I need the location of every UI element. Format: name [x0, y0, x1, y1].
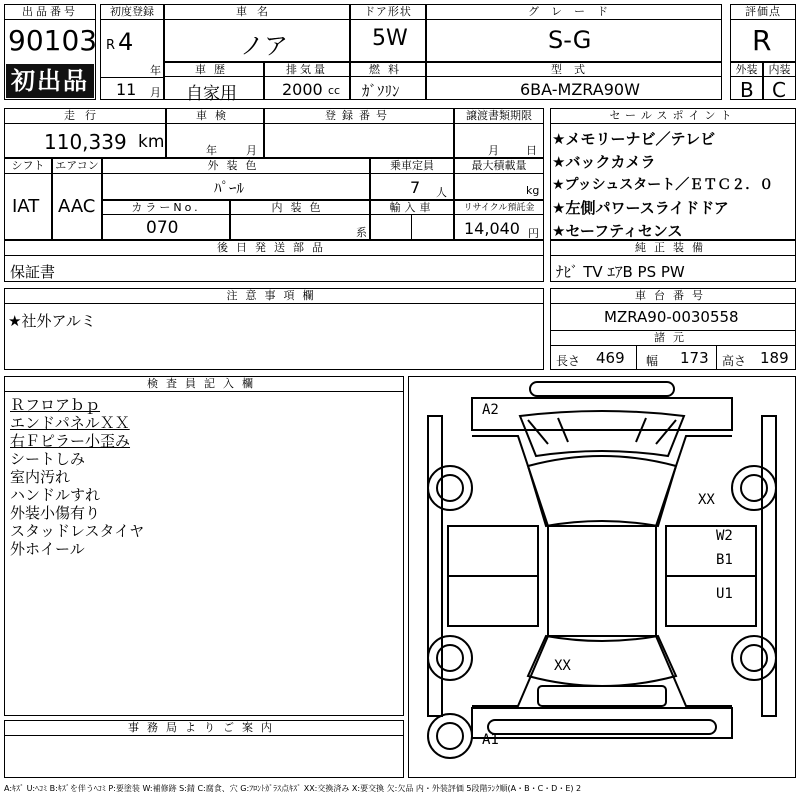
inspector-label: 検査員記入欄	[4, 376, 404, 392]
displacement-label: 排気量	[264, 62, 350, 77]
fuel: ｶﾞｿﾘﾝ	[362, 82, 400, 100]
width: 173	[680, 349, 709, 367]
mark-b1: B1	[716, 552, 733, 568]
left-side	[472, 436, 548, 706]
ext-color: ﾊﾟｰﾙ	[214, 179, 245, 197]
inspection-month-unit: 月	[246, 144, 257, 157]
dims-label: 諸元	[550, 330, 796, 346]
ext-grade-label: 外装	[730, 62, 763, 77]
notes-label: 注意事項欄	[4, 288, 544, 304]
history: 自家用	[186, 84, 237, 104]
rear-window	[528, 636, 676, 686]
notes: ★社外アルミ	[8, 312, 96, 330]
wheel-rear-right	[732, 636, 776, 680]
inspector-notes	[10, 396, 144, 558]
payload-unit: kg	[526, 184, 540, 197]
displacement: 2000	[282, 80, 323, 99]
shift: IAT	[12, 196, 40, 217]
mileage-label: 走行	[4, 108, 166, 124]
sales-point: ★左側パワースライドドア	[552, 199, 729, 217]
mark-xx-right: XX	[698, 492, 715, 508]
year-unit: 年	[150, 64, 161, 77]
transfer-label: 譲渡書類期限	[454, 108, 544, 124]
inspection-label: 車検	[166, 108, 264, 124]
model: 6BA-MZRA90W	[520, 80, 640, 99]
grade-label: グレード	[426, 4, 722, 20]
int-color-label: 内装色	[230, 200, 370, 215]
later-parts-label: 後日発送部品	[4, 240, 544, 256]
length-label: 長さ	[556, 354, 581, 368]
mark-a2: A2	[482, 402, 499, 418]
right-outer-panel	[762, 416, 776, 716]
mark-w2: W2	[716, 528, 733, 544]
inspector-line: 室内汚れ	[10, 468, 71, 486]
inspector-line: シートしみ	[10, 450, 86, 468]
sales-point: ★バックカメラ	[552, 153, 656, 171]
chassis-label: 車台番号	[550, 288, 796, 304]
aircon: AAC	[58, 196, 96, 217]
aircon-label: エアコン	[52, 158, 102, 174]
later-parts: 保証書	[10, 263, 56, 281]
capacity: 7	[410, 178, 421, 197]
inspector-line: スタッドレスタイヤ	[10, 522, 145, 540]
right-side	[656, 436, 732, 706]
color-no: 070	[146, 218, 179, 238]
first-listing-badge: 初出品	[6, 64, 94, 98]
reg-month: 11	[116, 80, 137, 99]
plate-label: 登録番号	[264, 108, 454, 124]
front-panel	[472, 398, 732, 430]
inspector-line: エンドパネルＸＸ	[10, 414, 130, 432]
transfer-day-unit: 日	[526, 144, 537, 157]
capacity-label: 乗車定員	[370, 158, 454, 174]
ext-color-label: 外装色	[102, 158, 370, 174]
inspector-line: 右Ｆピラー小歪み	[10, 432, 131, 450]
width-label: 幅	[646, 354, 659, 368]
car-diagram	[408, 376, 796, 778]
inspector-line: 外装小傷有り	[10, 504, 101, 522]
mark-u1: U1	[716, 586, 733, 602]
inspector-line: 外ホイール	[10, 540, 85, 558]
rear-bumper	[488, 720, 716, 734]
legend: A:ｷｽﾞ U:ﾍｺﾐ B:ｷｽﾞを伴うﾍｺﾐ P:要塗装 W:補修跡 S:錆 C:腐食、穴 G:ﾌﾛﾝﾄｶﾞﾗｽ点ｷｽﾞ XX:交換済み X:要交換 欠:欠品 内・外装評価 5段階ﾗﾝｸ順(A・B・C・D・E) 2	[4, 784, 582, 793]
reg-year: 4	[118, 28, 134, 56]
wheel-front-left	[428, 466, 472, 510]
lot-number-label: 出品番号	[4, 4, 96, 20]
equipment-label: 純正装備	[550, 240, 796, 256]
int-grade: C	[772, 78, 786, 102]
fuel-label: 燃料	[350, 62, 426, 77]
import-divider	[411, 215, 412, 240]
roof	[548, 526, 656, 636]
ext-grade: B	[740, 78, 754, 102]
windshield	[528, 456, 676, 526]
displacement-unit: cc	[328, 84, 341, 97]
inspection-year-unit: 年	[206, 144, 217, 157]
payload-label: 最大積載量	[454, 158, 544, 174]
divider	[100, 77, 164, 78]
mileage-unit: km	[138, 132, 165, 152]
equipment: ﾅﾋﾞ TV ｴｱB PS PW	[556, 263, 685, 281]
mark-a1: A1	[482, 732, 499, 748]
height: 189	[760, 349, 789, 367]
int-grade-label: 内装	[763, 62, 796, 77]
spare-wheel	[428, 714, 472, 758]
import-label: 輸入車	[370, 200, 454, 215]
dims-divider	[716, 346, 717, 370]
mark-xx-rear: XX	[554, 658, 571, 674]
history-label: 車歴	[164, 62, 264, 77]
dims-divider	[636, 346, 637, 370]
wheel-front-right	[732, 466, 776, 510]
capacity-unit: 人	[436, 186, 447, 199]
left-outer-panel	[428, 416, 442, 716]
inspector-line: Ｒフロアｂｐ	[10, 396, 101, 414]
month-unit: 月	[150, 86, 161, 99]
door-label: ドア形状	[350, 4, 426, 20]
office-label: 事務局よりご案内	[4, 720, 404, 736]
sales-point: ★プッシュスタート／ＥＴＣ２．０	[552, 177, 774, 193]
height-label: 高さ	[722, 354, 747, 368]
wheel-rear-left	[428, 636, 472, 680]
hood	[520, 411, 684, 456]
door-shape: 5W	[372, 26, 408, 51]
sales-point: ★セーフティセンス	[552, 222, 683, 240]
lot-number: 90103	[8, 24, 98, 57]
score: R	[752, 24, 772, 57]
registration-label: 初度登録	[100, 4, 164, 20]
score-label: 評価点	[730, 4, 796, 20]
sales-points-label: セールスポイント	[550, 108, 796, 124]
car-name: ノア	[240, 32, 288, 60]
inspector-line: ハンドルすれ	[10, 486, 101, 504]
color-no-label: カラーNo.	[102, 200, 230, 215]
era: R	[106, 38, 116, 53]
sales-point: ★メモリーナビ／テレビ	[552, 130, 716, 148]
recycle-unit: 円	[528, 227, 539, 240]
front-bumper-outline	[530, 382, 674, 396]
length: 469	[596, 349, 625, 367]
rear-gate	[538, 686, 666, 706]
car-name-label: 車名	[164, 4, 350, 20]
recycle-amount: 14,040	[464, 219, 520, 238]
int-color-suffix: 系	[356, 226, 367, 239]
transfer-month-unit: 月	[488, 144, 499, 157]
mileage: 110,339	[44, 130, 127, 154]
recycle-label: リサイクル預託金	[454, 200, 544, 215]
grade: S-G	[548, 26, 592, 54]
shift-label: シフト	[4, 158, 52, 174]
model-label: 型式	[426, 62, 722, 77]
chassis-number: MZRA90-0030558	[604, 308, 739, 326]
